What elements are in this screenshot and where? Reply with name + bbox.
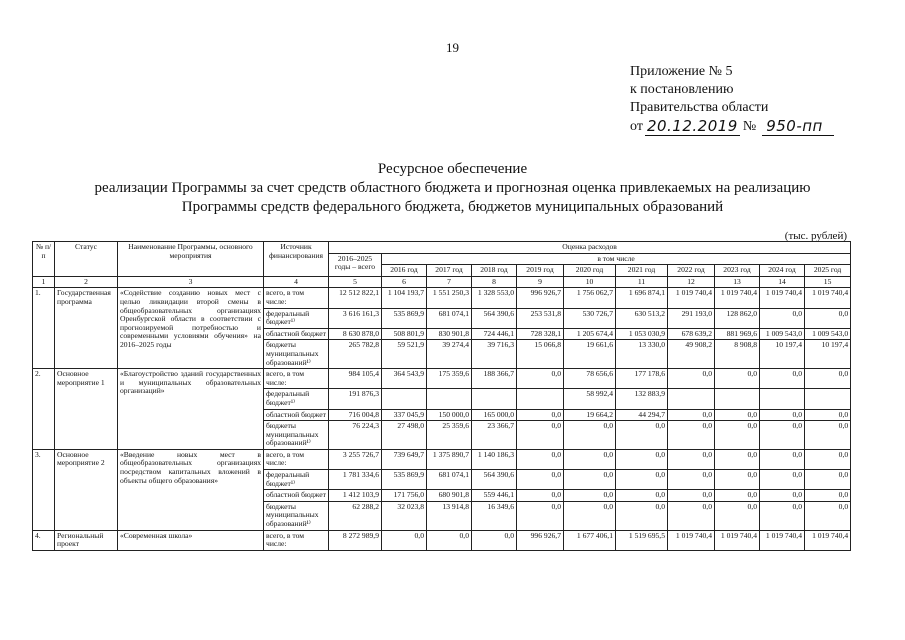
- value-cell: 724 446,1: [472, 328, 517, 340]
- value-cell: 0,0: [668, 449, 715, 469]
- value-cell: 0,0: [427, 530, 472, 550]
- value-cell: 678 639,2: [668, 328, 715, 340]
- row-name: «Введение новых мест в общеобразовательных организациях посредством капитальных вложений в объекты общего образования»: [118, 449, 264, 530]
- value-cell: 171 756,0: [382, 490, 427, 502]
- value-cell: 0,0: [715, 449, 760, 469]
- value-cell: 681 074,1: [427, 308, 472, 328]
- value-cell: 0,0: [715, 490, 760, 502]
- column-index-2: 2: [55, 276, 118, 288]
- column-index-10: 10: [564, 276, 616, 288]
- value-cell: 0,0: [616, 449, 668, 469]
- value-cell: 1 781 334,6: [329, 470, 382, 490]
- value-cell: 1 019 740,4: [668, 288, 715, 308]
- value-cell: 175 359,6: [427, 369, 472, 389]
- header-year-5: 2020 год: [564, 265, 616, 277]
- value-cell: 25 359,6: [427, 421, 472, 450]
- header-estimate: Оценка расходов: [329, 242, 851, 254]
- value-cell: 0,0: [805, 449, 851, 469]
- appendix-number: 950-пп: [762, 117, 834, 136]
- value-cell: 0,0: [805, 501, 851, 530]
- value-cell: 0,0: [517, 501, 564, 530]
- value-cell: 0,0: [668, 501, 715, 530]
- value-cell: 8 272 989,9: [329, 530, 382, 550]
- value-cell: 0,0: [760, 470, 805, 490]
- value-cell: 0,0: [517, 490, 564, 502]
- table-row: [33, 369, 851, 389]
- value-cell: 0,0: [517, 421, 564, 450]
- header-status: Статус: [55, 242, 118, 277]
- appendix-line3: Правительства области: [630, 100, 769, 115]
- value-cell: 996 926,7: [517, 288, 564, 308]
- value-cell: 39 716,3: [472, 340, 517, 369]
- value-cell: 564 390,6: [472, 308, 517, 328]
- value-cell: 0,0: [564, 501, 616, 530]
- value-cell: 0,0: [668, 490, 715, 502]
- value-cell: 3 616 161,3: [329, 308, 382, 328]
- row-status: Государственная программа: [55, 288, 118, 369]
- value-cell: 630 513,2: [616, 308, 668, 328]
- value-cell: 44 294,7: [616, 409, 668, 421]
- value-cell: 1 677 406,1: [564, 530, 616, 550]
- value-cell: 0,0: [668, 409, 715, 421]
- header-year-9: 2024 год: [760, 265, 805, 277]
- appendix-block: [630, 63, 834, 136]
- value-cell: [715, 389, 760, 409]
- value-cell: 535 869,9: [382, 308, 427, 328]
- value-cell: 1 019 740,4: [760, 288, 805, 308]
- value-cell: 1 140 186,3: [472, 449, 517, 469]
- funding-source: областной бюджет: [264, 490, 329, 502]
- column-index-5: 5: [329, 276, 382, 288]
- value-cell: 78 656,6: [564, 369, 616, 389]
- value-cell: 253 531,8: [517, 308, 564, 328]
- value-cell: 16 349,6: [472, 501, 517, 530]
- header-year-1: 2016 год: [382, 265, 427, 277]
- column-index-6: 6: [382, 276, 427, 288]
- title-line2: реализации Программы за счет средств областного бюджета и прогнозная оценка привлекаемых на реализацию: [94, 180, 811, 196]
- value-cell: 0,0: [760, 501, 805, 530]
- table-row: [33, 530, 851, 550]
- title-line3: Программы средств федерального бюджета, бюджетов муниципальных образований: [181, 199, 724, 215]
- value-cell: 0,0: [616, 470, 668, 490]
- value-cell: 0,0: [517, 470, 564, 490]
- value-cell: 62 288,2: [329, 501, 382, 530]
- value-cell: 0,0: [760, 490, 805, 502]
- header-total: 2016–2025 годы – всего: [329, 253, 382, 276]
- value-cell: 996 926,7: [517, 530, 564, 550]
- value-cell: 15 066,8: [517, 340, 564, 369]
- resource-table: [32, 241, 851, 551]
- value-cell: 0,0: [805, 490, 851, 502]
- header-name: Наименование Программы, основного мероприятия: [118, 242, 264, 277]
- value-cell: 1 019 740,4: [715, 530, 760, 550]
- value-cell: 0,0: [715, 501, 760, 530]
- value-cell: [517, 389, 564, 409]
- value-cell: 32 023,8: [382, 501, 427, 530]
- value-cell: 337 045,9: [382, 409, 427, 421]
- header-year-8: 2023 год: [715, 265, 760, 277]
- value-cell: 0,0: [517, 369, 564, 389]
- column-index-1: 1: [33, 276, 55, 288]
- value-cell: 0,0: [472, 530, 517, 550]
- value-cell: [427, 389, 472, 409]
- header-year-7: 2022 год: [668, 265, 715, 277]
- value-cell: 39 274,4: [427, 340, 472, 369]
- value-cell: 165 000,0: [472, 409, 517, 421]
- value-cell: 1 519 695,5: [616, 530, 668, 550]
- value-cell: 984 105,4: [329, 369, 382, 389]
- value-cell: 13 330,0: [616, 340, 668, 369]
- row-status: Основное мероприятие 1: [55, 369, 118, 450]
- funding-source: всего, в том числе:: [264, 288, 329, 308]
- header-num: № п/п: [33, 242, 55, 277]
- appendix-line1: Приложение № 5: [630, 64, 733, 79]
- appendix-date-line: [630, 117, 834, 136]
- value-cell: 0,0: [517, 409, 564, 421]
- value-cell: 0,0: [564, 470, 616, 490]
- value-cell: 535 869,9: [382, 470, 427, 490]
- funding-source: всего, в том числе:: [264, 369, 329, 389]
- value-cell: 27 498,0: [382, 421, 427, 450]
- value-cell: 830 901,8: [427, 328, 472, 340]
- value-cell: [382, 389, 427, 409]
- value-cell: 716 004,8: [329, 409, 382, 421]
- value-cell: 1 019 740,4: [760, 530, 805, 550]
- row-name: «Современная школа»: [118, 530, 264, 550]
- column-index-11: 11: [616, 276, 668, 288]
- value-cell: 1 104 193,7: [382, 288, 427, 308]
- column-index-15: 15: [805, 276, 851, 288]
- appendix-number-label: №: [742, 119, 757, 134]
- value-cell: 1 756 062,7: [564, 288, 616, 308]
- appendix-line2: к постановлению: [630, 82, 734, 97]
- value-cell: 1 019 740,4: [715, 288, 760, 308]
- value-cell: 0,0: [616, 421, 668, 450]
- value-cell: 0,0: [517, 449, 564, 469]
- value-cell: 0,0: [616, 490, 668, 502]
- column-index-3: 3: [118, 276, 264, 288]
- column-index-4: 4: [264, 276, 329, 288]
- value-cell: 881 969,6: [715, 328, 760, 340]
- value-cell: 1 205 674,4: [564, 328, 616, 340]
- column-index-13: 13: [715, 276, 760, 288]
- funding-source: бюджеты муниципальных образований¹⁾: [264, 501, 329, 530]
- value-cell: [668, 389, 715, 409]
- header-year-10: 2025 год: [805, 265, 851, 277]
- column-index-14: 14: [760, 276, 805, 288]
- page-number: 19: [446, 40, 459, 55]
- value-cell: 188 366,7: [472, 369, 517, 389]
- value-cell: [472, 389, 517, 409]
- row-name: «Благоустройство зданий государственных и муниципальных образовательных организаций»: [118, 369, 264, 450]
- value-cell: 3 255 726,7: [329, 449, 382, 469]
- value-cell: [805, 389, 851, 409]
- units-label: (тыс. рублей): [784, 230, 847, 242]
- column-index-9: 9: [517, 276, 564, 288]
- value-cell: 13 914,8: [427, 501, 472, 530]
- column-index-7: 7: [427, 276, 472, 288]
- value-cell: 19 664,2: [564, 409, 616, 421]
- appendix-from-label: от: [630, 119, 643, 134]
- value-cell: 0,0: [715, 409, 760, 421]
- value-cell: 12 512 822,1: [329, 288, 382, 308]
- value-cell: 1 328 553,0: [472, 288, 517, 308]
- value-cell: 508 801,9: [382, 328, 427, 340]
- value-cell: 0,0: [616, 501, 668, 530]
- title-line1: Ресурсное обеспечение: [377, 161, 528, 177]
- value-cell: 0,0: [668, 470, 715, 490]
- header-year-3: 2018 год: [472, 265, 517, 277]
- value-cell: 265 782,8: [329, 340, 382, 369]
- value-cell: 49 908,2: [668, 340, 715, 369]
- funding-source: федеральный бюджет¹⁾: [264, 308, 329, 328]
- value-cell: 1 375 890,7: [427, 449, 472, 469]
- funding-source: бюджеты муниципальных образований¹⁾: [264, 421, 329, 450]
- value-cell: 681 074,1: [427, 470, 472, 490]
- value-cell: 0,0: [760, 308, 805, 328]
- value-cell: 1 696 874,1: [616, 288, 668, 308]
- value-cell: 1 019 740,4: [805, 288, 851, 308]
- value-cell: 1 009 543,0: [805, 328, 851, 340]
- value-cell: 1 019 740,4: [805, 530, 851, 550]
- value-cell: 8 630 878,0: [329, 328, 382, 340]
- funding-source: всего, в том числе:: [264, 530, 329, 550]
- column-index-12: 12: [668, 276, 715, 288]
- header-year-2: 2017 год: [427, 265, 472, 277]
- funding-source: федеральный бюджет¹⁾: [264, 470, 329, 490]
- value-cell: 0,0: [715, 421, 760, 450]
- value-cell: 0,0: [564, 421, 616, 450]
- value-cell: 58 992,4: [564, 389, 616, 409]
- value-cell: 564 390,6: [472, 470, 517, 490]
- value-cell: 177 178,6: [616, 369, 668, 389]
- document-title: [0, 160, 905, 217]
- column-index-8: 8: [472, 276, 517, 288]
- value-cell: 739 649,7: [382, 449, 427, 469]
- value-cell: 0,0: [715, 369, 760, 389]
- header-year-6: 2021 год: [616, 265, 668, 277]
- funding-source: всего, в том числе:: [264, 449, 329, 469]
- funding-source: бюджеты муниципальных образований¹⁾: [264, 340, 329, 369]
- header-index-row: [33, 276, 851, 288]
- table-row: [33, 449, 851, 469]
- value-cell: [760, 389, 805, 409]
- value-cell: 0,0: [564, 490, 616, 502]
- value-cell: 0,0: [382, 530, 427, 550]
- value-cell: 0,0: [760, 449, 805, 469]
- funding-source: областной бюджет: [264, 409, 329, 421]
- row-status: Основное мероприятие 2: [55, 449, 118, 530]
- row-number: 2.: [33, 369, 55, 450]
- table-body: [33, 288, 851, 550]
- value-cell: 23 366,7: [472, 421, 517, 450]
- value-cell: 1 053 030,9: [616, 328, 668, 340]
- row-number: 4.: [33, 530, 55, 550]
- header-source: Источник финансирования: [264, 242, 329, 277]
- header-year-4: 2019 год: [517, 265, 564, 277]
- value-cell: 10 197,4: [805, 340, 851, 369]
- value-cell: 0,0: [760, 369, 805, 389]
- appendix-date: 20.12.2019: [646, 117, 738, 135]
- value-cell: 150 000,0: [427, 409, 472, 421]
- funding-source: областной бюджет: [264, 328, 329, 340]
- row-number: 1.: [33, 288, 55, 369]
- value-cell: 0,0: [805, 470, 851, 490]
- value-cell: 19 661,6: [564, 340, 616, 369]
- table-row: [33, 288, 851, 308]
- funding-source: федеральный бюджет¹⁾: [264, 389, 329, 409]
- value-cell: 0,0: [668, 369, 715, 389]
- value-cell: 0,0: [668, 421, 715, 450]
- value-cell: 8 908,8: [715, 340, 760, 369]
- value-cell: 530 726,7: [564, 308, 616, 328]
- row-number: 3.: [33, 449, 55, 530]
- value-cell: 291 193,0: [668, 308, 715, 328]
- header-incl: в том числе: [382, 253, 851, 265]
- value-cell: 1 412 103,9: [329, 490, 382, 502]
- value-cell: 1 019 740,4: [668, 530, 715, 550]
- value-cell: 1 551 250,3: [427, 288, 472, 308]
- value-cell: 0,0: [805, 369, 851, 389]
- value-cell: 728 328,1: [517, 328, 564, 340]
- value-cell: 680 901,8: [427, 490, 472, 502]
- value-cell: 0,0: [715, 470, 760, 490]
- value-cell: 191 876,3: [329, 389, 382, 409]
- value-cell: 0,0: [564, 449, 616, 469]
- value-cell: 559 446,1: [472, 490, 517, 502]
- value-cell: 128 862,0: [715, 308, 760, 328]
- value-cell: 1 009 543,0: [760, 328, 805, 340]
- row-name: «Содействие созданию новых мест с целью ликвидации второй смены в общеобразовательных организациях Оренбургской области в соответствии с прогнозируемой потребностью и современными условиями обучения» на 2016–2025 годы: [118, 288, 264, 369]
- value-cell: 0,0: [805, 421, 851, 450]
- value-cell: 364 543,9: [382, 369, 427, 389]
- value-cell: 0,0: [760, 421, 805, 450]
- value-cell: 0,0: [760, 409, 805, 421]
- value-cell: 76 224,3: [329, 421, 382, 450]
- value-cell: 0,0: [805, 308, 851, 328]
- value-cell: 132 883,9: [616, 389, 668, 409]
- row-status: Региональный проект: [55, 530, 118, 550]
- value-cell: 10 197,4: [760, 340, 805, 369]
- value-cell: 59 521,9: [382, 340, 427, 369]
- value-cell: 0,0: [805, 409, 851, 421]
